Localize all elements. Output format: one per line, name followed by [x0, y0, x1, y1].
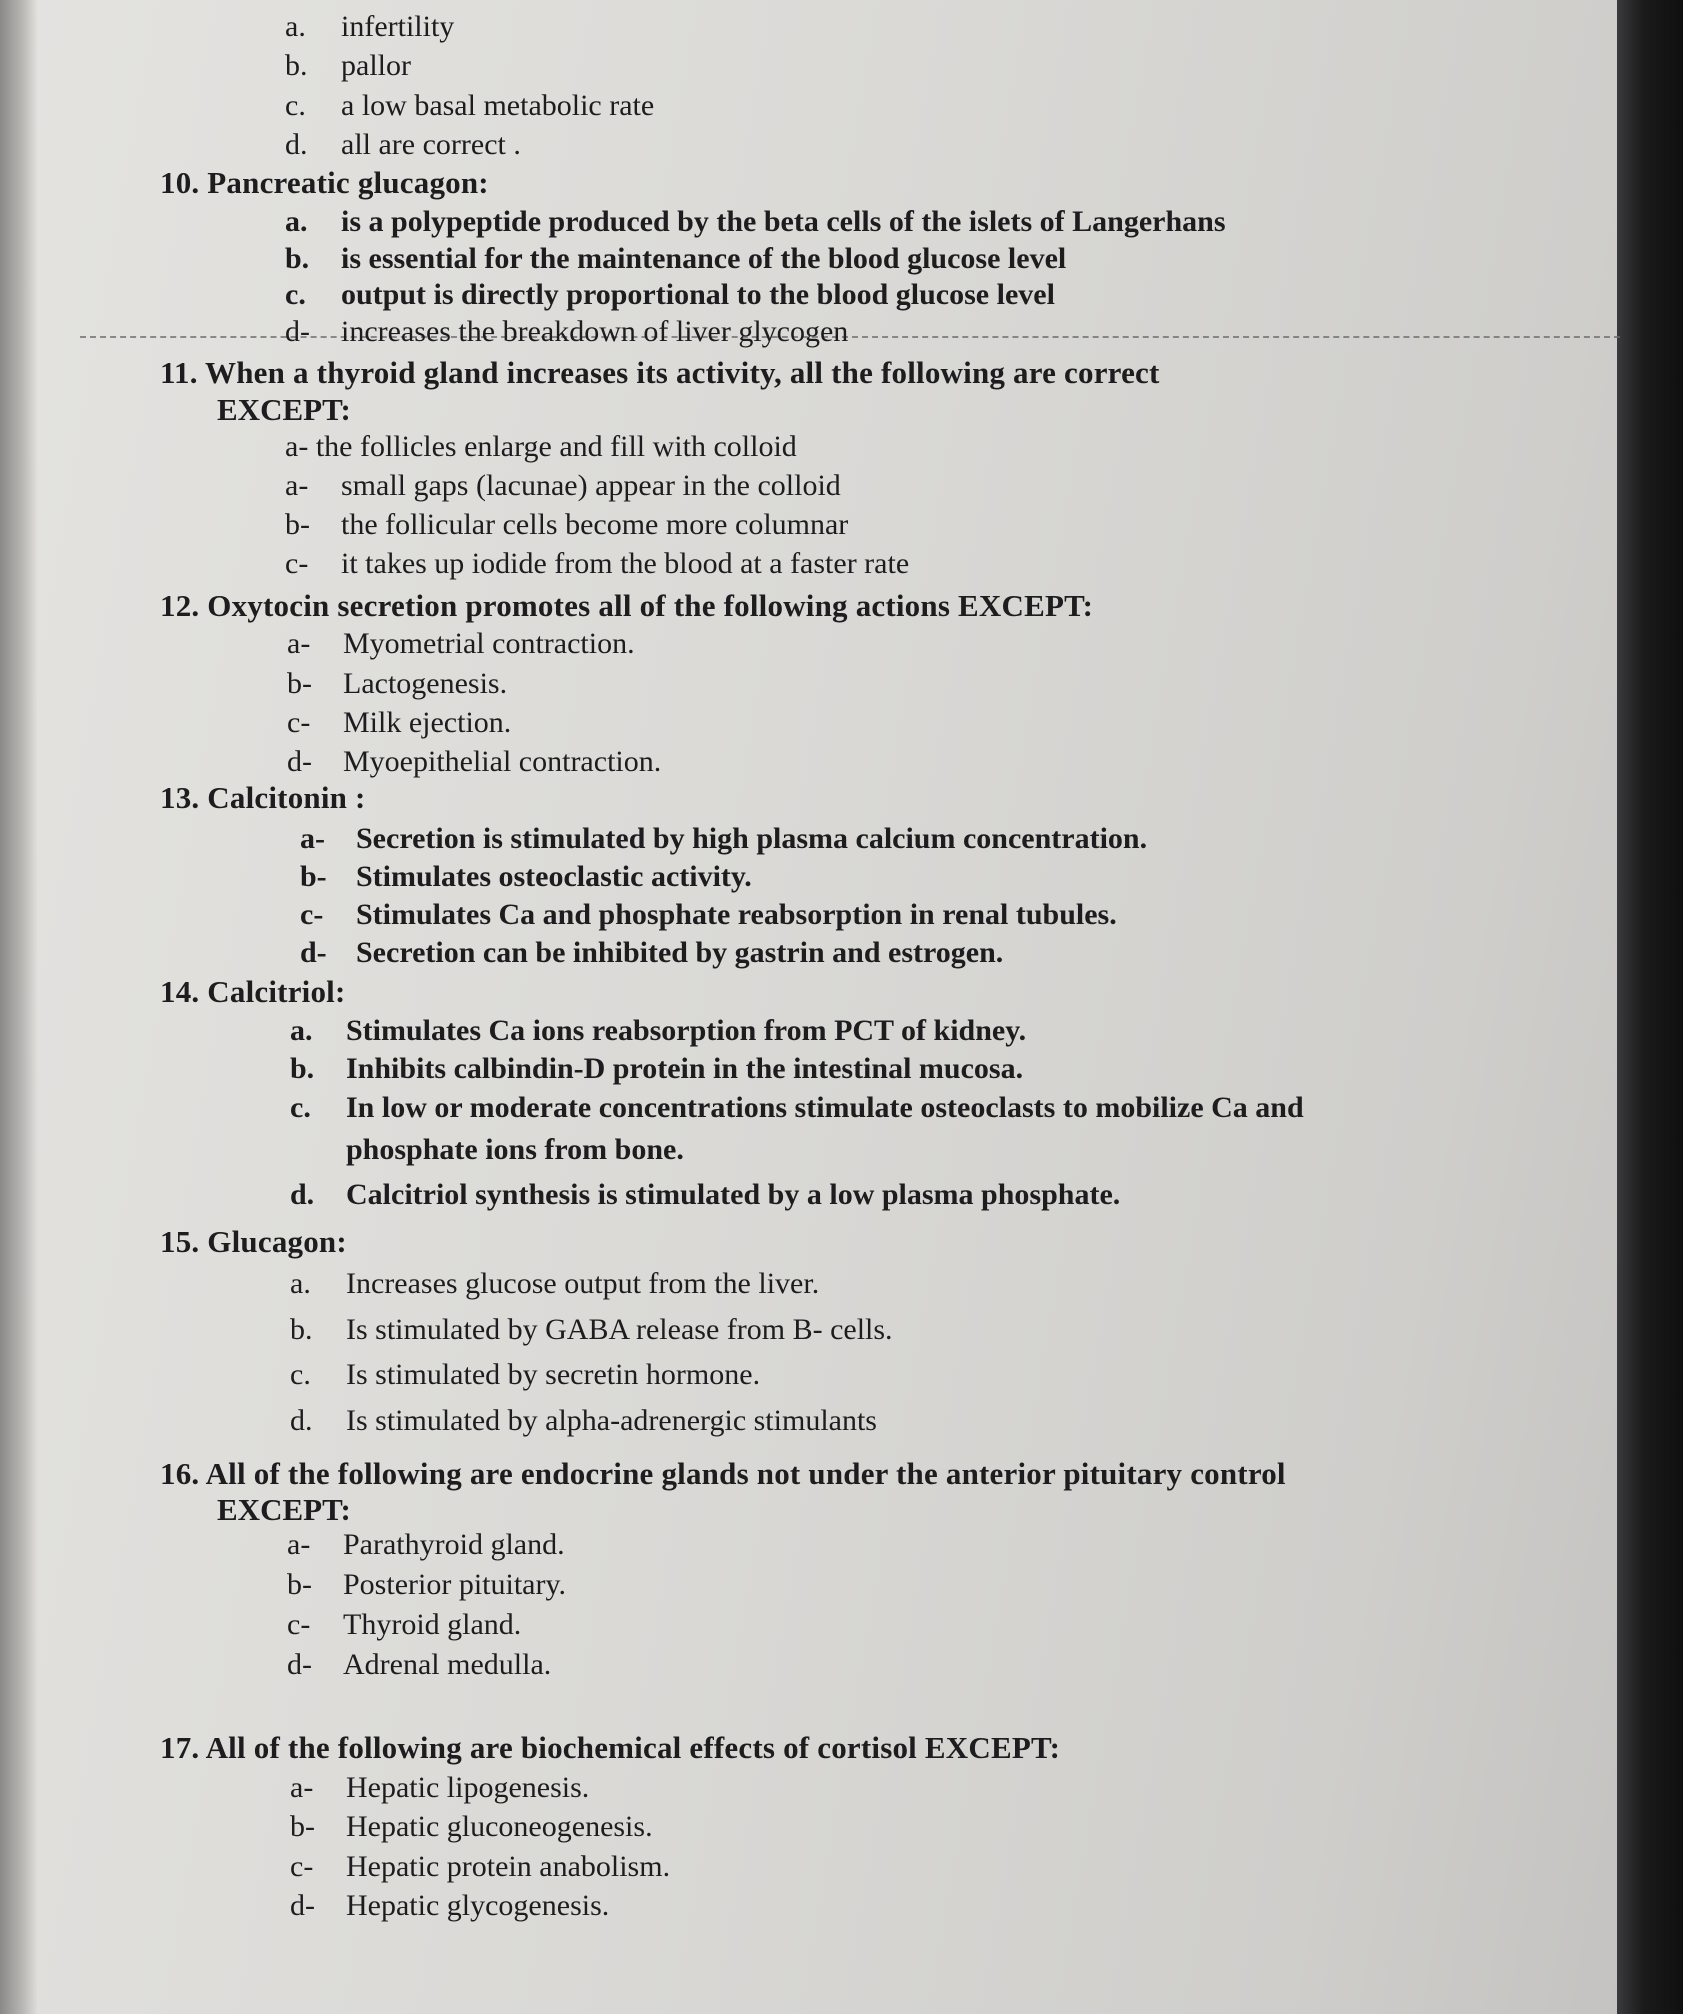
option-letter: b- [285, 508, 310, 541]
option [290, 1091, 1304, 1125]
option-letter: b- [287, 1568, 312, 1601]
option-text: infertility [341, 10, 455, 43]
option-text: the follicles enlarge and fill with colloid [315, 430, 797, 463]
option-letter: a. [285, 205, 308, 238]
option-letter: d- [290, 1889, 315, 1922]
option-text: Inhibits calbindin-D protein in the intestinal mucosa. [346, 1052, 1024, 1085]
option-letter: c- [285, 547, 309, 580]
option [290, 1889, 609, 1923]
option [290, 1267, 819, 1301]
option-letter: a- [290, 1771, 314, 1804]
option-letter: a. [285, 10, 306, 43]
question-title: 15. Glucagon: [160, 1224, 347, 1259]
option-text: Myometrial contraction. [343, 627, 635, 660]
option [290, 1014, 1026, 1048]
option [287, 1608, 521, 1642]
option [285, 128, 521, 162]
option [285, 10, 454, 44]
option-letter: a- [287, 1528, 311, 1561]
option-text: Lactogenesis. [343, 667, 508, 700]
option-text: Myoepithelial contraction. [343, 745, 662, 778]
option-letter: c- [290, 1850, 314, 1883]
option-letter: a- [285, 430, 309, 463]
option-letter: b. [290, 1313, 313, 1346]
question-title: 16. All of the following are endocrine glands not under the anterior pituitary control [160, 1456, 1286, 1491]
option [285, 469, 841, 503]
option-text: Stimulates Ca ions reabsorption from PCT of kidney. [346, 1014, 1027, 1047]
option [290, 1133, 684, 1167]
option-letter: c. [285, 278, 306, 311]
option-letter: b. [285, 49, 308, 82]
option-text: Posterior pituitary. [343, 1568, 567, 1601]
option [287, 1568, 566, 1602]
option-letter: d- [285, 315, 310, 348]
option-letter: a- [287, 627, 311, 660]
option [290, 1052, 1023, 1086]
option-text: Secretion can be inhibited by gastrin and estrogen. [356, 936, 1004, 969]
option-letter: b. [285, 242, 310, 275]
option-text: it takes up iodide from the blood at a faster rate [341, 547, 910, 580]
option-text: small gaps (lacunae) appear in the colloid [341, 469, 841, 502]
option [285, 508, 848, 542]
option-text: Hepatic glycogenesis. [346, 1889, 610, 1922]
option-letter: c. [290, 1091, 311, 1124]
option-text: Milk ejection. [343, 706, 512, 739]
question-title: 13. Calcitonin : [160, 780, 366, 815]
option-letter: d- [300, 936, 327, 969]
option-text: Hepatic protein anabolism. [346, 1850, 671, 1883]
option-letter: d. [290, 1178, 315, 1211]
option [287, 667, 507, 701]
option-text: Thyroid gland. [343, 1608, 522, 1641]
option-letter: d- [287, 745, 312, 778]
option [300, 860, 752, 894]
option [285, 315, 848, 349]
option-text: is a polypeptide produced by the beta cells of the islets of Langerhans [341, 205, 1226, 238]
option [285, 89, 654, 123]
option-text: Increases glucose output from the liver. [346, 1267, 820, 1300]
option [287, 706, 511, 740]
option [290, 1810, 653, 1844]
option-text: Hepatic lipogenesis. [346, 1771, 590, 1804]
option-text: output is directly proportional to the blood glucose level [341, 278, 1055, 311]
option-text: Calcitriol synthesis is stimulated by a low plasma phosphate. [346, 1178, 1121, 1211]
option [287, 745, 661, 779]
option-text: a low basal metabolic rate [341, 89, 655, 122]
option-letter: d- [287, 1648, 312, 1681]
option-text: Stimulates Ca and phosphate reabsorption in renal tubules. [356, 898, 1117, 931]
option-letter: a. [290, 1014, 313, 1047]
option [290, 1358, 760, 1392]
option-letter: b. [290, 1052, 315, 1085]
option-letter: b- [300, 860, 327, 893]
option-text: In low or moderate concentrations stimulate osteoclasts to mobilize Ca and [346, 1091, 1304, 1124]
option [285, 430, 797, 464]
option-letter: c- [287, 1608, 311, 1641]
option-text: all are correct . [341, 128, 521, 161]
option-letter: d. [290, 1404, 313, 1437]
option-letter: a- [285, 469, 309, 502]
option [285, 205, 1226, 239]
option-letter: d. [285, 128, 308, 161]
option-letter: a. [290, 1267, 311, 1300]
option-letter: b- [287, 667, 312, 700]
option-letter: b- [290, 1810, 315, 1843]
option [300, 936, 1003, 970]
option [287, 1528, 565, 1562]
option-text: Is stimulated by alpha-adrenergic stimulants [346, 1404, 877, 1437]
option [285, 547, 909, 581]
option [285, 49, 411, 83]
screen-bezel [1617, 0, 1683, 2014]
option-text: Is stimulated by secretin hormone. [346, 1358, 761, 1391]
option-text: Hepatic gluconeogenesis. [346, 1810, 653, 1843]
option-letter: c- [287, 706, 311, 739]
option [290, 1178, 1120, 1212]
option-text: Adrenal medulla. [343, 1648, 552, 1681]
option-text: Is stimulated by GABA release from B- cells. [346, 1313, 893, 1346]
question-title: 11. When a thyroid gland increases its activity, all the following are correct [160, 355, 1160, 390]
option-text: increases the breakdown of liver glycogen [341, 315, 849, 348]
option-text: Stimulates osteoclastic activity. [356, 860, 752, 893]
option [290, 1313, 893, 1347]
question-title: 17. All of the following are biochemical effects of cortisol EXCEPT: [160, 1730, 1061, 1765]
option-letter: a- [300, 822, 325, 855]
option-letter: c- [300, 898, 324, 931]
option [300, 822, 1147, 856]
option [290, 1771, 589, 1805]
question-title: 12. Oxytocin secretion promotes all of the following actions EXCEPT: [160, 588, 1094, 623]
question-title: 10. Pancreatic glucagon: [160, 165, 489, 200]
option [287, 1648, 551, 1682]
option [300, 898, 1117, 932]
option-text: the follicular cells become more columnar [341, 508, 849, 541]
option [285, 242, 1066, 276]
option-text: pallor [341, 49, 411, 82]
option-text: phosphate ions from bone. [346, 1133, 684, 1166]
option-text: Secretion is stimulated by high plasma calcium concentration. [356, 822, 1148, 855]
option-text: Parathyroid gland. [343, 1528, 565, 1561]
question-title-continued: EXCEPT: [217, 392, 351, 427]
question-title: 14. Calcitriol: [160, 974, 346, 1009]
option [290, 1850, 670, 1884]
option-letter: c. [285, 89, 306, 122]
option [290, 1404, 877, 1438]
option [287, 627, 635, 661]
question-title-continued: EXCEPT: [217, 1492, 351, 1527]
option-text: is essential for the maintenance of the blood glucose level [341, 242, 1067, 275]
option [285, 278, 1055, 312]
option-letter: c. [290, 1358, 311, 1391]
page-left-shadow [0, 0, 38, 2014]
